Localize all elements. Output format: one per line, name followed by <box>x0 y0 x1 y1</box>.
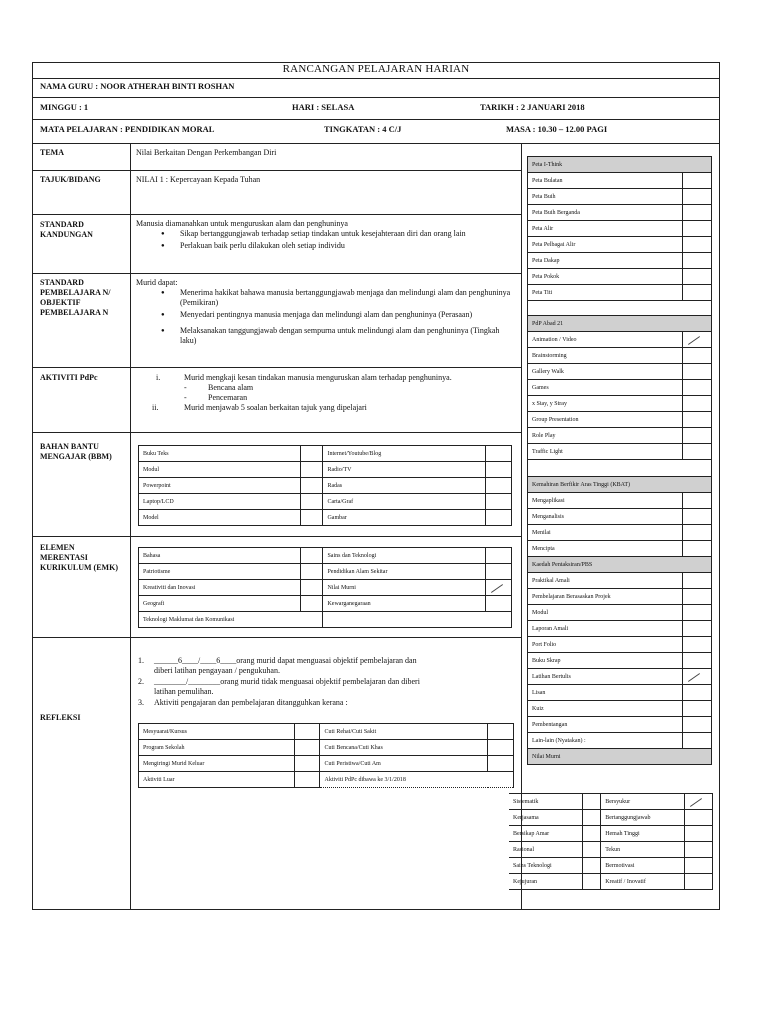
reflection-line: diberi latihan pengayaan / pengukuhan. <box>154 666 280 675</box>
week: MINGGU : 1 <box>40 102 89 112</box>
checkbox-cell[interactable] <box>683 189 712 205</box>
checklist-row <box>528 701 712 717</box>
checkbox-cell[interactable] <box>683 285 712 301</box>
value-option: Sains Teknologi <box>509 858 583 874</box>
checkbox-cell[interactable] <box>583 826 601 842</box>
checklist-row <box>528 509 712 525</box>
section-header: Peta I-Think <box>528 157 712 173</box>
reflection-line: ______6____/____6____orang murid dapat menguasai objektif pembelajaran dan <box>154 656 417 665</box>
checklist-row <box>528 717 712 733</box>
content-standard <box>136 219 511 251</box>
checklist-label: Peta Bulatan <box>528 173 683 189</box>
checklist-row <box>528 237 712 253</box>
checkbox-cell[interactable] <box>485 564 511 580</box>
checkbox-cell[interactable] <box>294 756 320 772</box>
checkbox-cell[interactable] <box>683 412 712 428</box>
checklist-label: Menganalisis <box>528 509 683 525</box>
label-teaching-aids: BAHAN BANTU MENGAJAR (BBM) <box>40 442 112 461</box>
activity-item: Murid mengkaji kesan tindakan manusia menguruskan alam terhadap penghuninya. <box>184 373 452 382</box>
blank-row <box>528 301 712 316</box>
aid-option: Radio/TV <box>323 462 485 478</box>
checkbox-cell[interactable] <box>294 772 320 788</box>
form-level: TINGKATAN : 4 C/J <box>324 124 402 134</box>
activity-sub-dash: - <box>184 393 187 402</box>
checklist-label: Praktikal Amali <box>528 573 683 589</box>
checkbox-cell[interactable] <box>683 541 712 557</box>
activity-item: Murid menjawab 5 soalan berkaitan tajuk yang dipelajari <box>184 403 367 412</box>
checkbox-cell[interactable] <box>485 510 511 526</box>
activity-list <box>136 373 511 413</box>
checkbox-cell[interactable] <box>683 348 712 364</box>
learning-objective-item: ● Menerima hakikat bahawa manusia bertanggungjawab menjaga dan melindungi alam dan penghuninya (Pemikiran) <box>158 288 511 308</box>
table-row <box>139 724 514 740</box>
checklist-row <box>528 173 712 189</box>
learning-objective-item: ● Menyedari pentingnya manusia menjaga dan melindungi alam dan penghuninya (Perasaan) <box>158 310 511 320</box>
emk-option: Nilai Murni <box>323 580 485 596</box>
checkbox-cell[interactable] <box>685 794 713 810</box>
checkbox-cell[interactable] <box>683 621 712 637</box>
moral-values-table <box>509 793 713 890</box>
checkbox-cell[interactable] <box>685 842 713 858</box>
checkbox-cell[interactable] <box>683 221 712 237</box>
checklist-label: Mengaplikasi <box>528 493 683 509</box>
cross-curricular-table <box>138 547 512 628</box>
checkbox-cell[interactable] <box>301 446 323 462</box>
checkbox-cell[interactable] <box>683 364 712 380</box>
value-option: Rasional <box>509 842 583 858</box>
checklist-label: Kuiz <box>528 701 683 717</box>
checklist-label: Mencipta <box>528 541 683 557</box>
checkbox-cell[interactable] <box>583 858 601 874</box>
value-option: Hemah Tinggi <box>601 826 685 842</box>
page-title: RANCANGAN PELAJARAN HARIAN <box>282 63 470 75</box>
checklist-row <box>528 285 712 301</box>
checklist-row <box>528 541 712 557</box>
checkbox-cell[interactable] <box>488 724 514 740</box>
emk-option: Pendidikan Alam Sekitar <box>323 564 485 580</box>
table-row <box>139 446 512 462</box>
checkbox-cell[interactable] <box>488 740 514 756</box>
checkbox-cell[interactable] <box>485 596 511 612</box>
section-header-row <box>528 477 712 493</box>
table-row <box>139 580 512 596</box>
checkbox-cell[interactable] <box>683 237 712 253</box>
label-reflection: REFLEKSI <box>40 713 81 722</box>
table-row <box>509 826 713 842</box>
topic-value: NILAI 1 : Kepercayaan Kepada Tuhan <box>136 175 261 184</box>
checkbox-cell[interactable] <box>301 462 323 478</box>
value-option: Bersyukur <box>601 794 685 810</box>
checklist-label: Pembentangan <box>528 717 683 733</box>
checklist-row <box>528 653 712 669</box>
checkbox-cell[interactable] <box>683 173 712 189</box>
value-option: Kreatif / Inovatif <box>601 874 685 890</box>
checklist-label: Lain-lain (Nyatakan) : <box>528 733 683 749</box>
table-row <box>509 858 713 874</box>
checkbox-cell[interactable] <box>323 612 512 628</box>
check-mark-icon <box>690 798 702 807</box>
aid-option: Powerpoint <box>139 478 301 494</box>
checklist-label: x Stay, y Stray <box>528 396 683 412</box>
checklist-row <box>528 428 712 444</box>
checkbox-cell[interactable] <box>301 494 323 510</box>
checklist-row <box>528 637 712 653</box>
table-row <box>139 772 514 788</box>
table-row <box>139 612 512 628</box>
table-row <box>509 842 713 858</box>
checkbox-cell[interactable] <box>683 428 712 444</box>
checklist-row <box>528 221 712 237</box>
reflection-number: 3. <box>138 698 144 707</box>
teaching-aids-table <box>138 445 512 526</box>
emk-option: Teknologi Maklumat dan Komunikasi <box>139 612 323 628</box>
subject: MATA PELAJARAN : PENDIDIKAN MORAL <box>40 124 215 134</box>
check-mark-icon <box>491 584 503 593</box>
checklist-label: Role Play <box>528 428 683 444</box>
label-activity: AKTIVITI PdPc <box>40 373 98 382</box>
checklist-label: Lisan <box>528 685 683 701</box>
emk-option: Kreativiti dan Inovasi <box>139 580 301 596</box>
content-standard-item: ● Perlakuan baik perlu dilakukan oleh setiap individu <box>158 241 511 251</box>
value-option: Bertanggungjawab <box>601 810 685 826</box>
checklist-row <box>528 205 712 221</box>
checklist-label: Animation / Video <box>528 332 683 348</box>
section-header: Kemahiran Berfikir Aras Tinggi (KBAT) <box>528 477 712 493</box>
postponement-table <box>138 723 514 788</box>
section-header: Nilai Murni <box>528 749 712 765</box>
checkbox-cell[interactable] <box>685 858 713 874</box>
checkbox-cell[interactable] <box>294 740 320 756</box>
carried-forward-date: Aktiviti PdPc dibawa ke 3/1/2018 <box>320 772 514 788</box>
checklist-label: Gallery Walk <box>528 364 683 380</box>
checklist-row <box>528 269 712 285</box>
table-row <box>139 740 514 756</box>
content-standard-item: ● Sikap bertanggungjawab terhadap setiap tindakan untuk kesejahteraan diri dan orang lain <box>158 229 511 239</box>
checklist-label: Peta Buih <box>528 189 683 205</box>
reflection-line: latihan pemulihan. <box>154 687 214 696</box>
theme-value: Nilai Berkaitan Dengan Perkembangan Diri <box>136 148 277 157</box>
learning-standard-intro: Murid dapat: <box>136 278 178 287</box>
checkbox-cell[interactable] <box>583 810 601 826</box>
checklist-row <box>528 621 712 637</box>
table-row <box>139 564 512 580</box>
checklist-row <box>528 380 712 396</box>
label-cross-curricular: ELEMEN MERENTASI KURIKULUM (EMK) <box>40 543 118 572</box>
checklist-row <box>528 669 712 685</box>
aid-option: Carta/Graf <box>323 494 485 510</box>
checkbox-cell[interactable] <box>683 269 712 285</box>
emk-option: Bahasa <box>139 548 301 564</box>
label-learning-standard: STANDARD PEMBELAJARA N/ OBJEKTIF PEMBELAJARA N <box>40 278 111 317</box>
checkbox-cell[interactable] <box>485 580 511 596</box>
label-content-standard: STANDARD KANDUNGAN <box>40 220 93 239</box>
aid-option: Laptop/LCD <box>139 494 301 510</box>
time-slot: MASA : 10.30 – 12.00 PAGI <box>506 124 608 134</box>
date: TARIKH : 2 JANUARI 2018 <box>480 102 585 112</box>
section-header: Kaedah Pentaksiran/PBS <box>528 557 712 573</box>
aid-option: Gambar <box>323 510 485 526</box>
checklist-row <box>528 444 712 460</box>
section-header-row <box>528 749 712 765</box>
checkbox-cell[interactable] <box>683 733 712 749</box>
checkbox-cell[interactable] <box>683 205 712 221</box>
checklist-row <box>528 493 712 509</box>
reflection-text <box>138 656 514 708</box>
reason-option: Cuti Rehat/Cuti Sakit <box>320 724 488 740</box>
checkbox-cell[interactable] <box>301 564 323 580</box>
content-standard-intro: Manusia diamanahkan untuk menguruskan alam dan penghuninya <box>136 219 348 228</box>
aid-option: Internet/Youtube/Blog <box>323 446 485 462</box>
checkbox-cell[interactable] <box>485 462 511 478</box>
checkbox-cell[interactable] <box>685 810 713 826</box>
checkbox-cell[interactable] <box>683 444 712 460</box>
checkbox-cell[interactable] <box>683 637 712 653</box>
checklist-row <box>528 364 712 380</box>
checkbox-cell[interactable] <box>683 380 712 396</box>
table-row <box>509 810 713 826</box>
reason-option: Mengiringi Murid Keluar <box>139 756 295 772</box>
blank-row <box>528 460 712 477</box>
emk-option: Patriotisme <box>139 564 301 580</box>
checkbox-cell[interactable] <box>683 605 712 621</box>
section-header-row <box>528 157 712 173</box>
checklist-row <box>528 605 712 621</box>
checklist-row <box>528 348 712 364</box>
checklist-label: Peta Pelbagai Alir <box>528 237 683 253</box>
aid-option: Buku Teks <box>139 446 301 462</box>
checklist-row <box>528 332 712 348</box>
table-row <box>509 874 713 890</box>
checklist-row <box>528 573 712 589</box>
activity-sub-item: Pencemaran <box>208 393 248 402</box>
checklist-label: Games <box>528 380 683 396</box>
checkbox-cell[interactable] <box>683 525 712 541</box>
label-topic: TAJUK/BIDANG <box>40 175 101 184</box>
table-row <box>139 756 514 772</box>
checklist-label: Modul <box>528 605 683 621</box>
teacher-name: NAMA GURU : NOOR ATHERAH BINTI ROSHAN <box>40 81 235 91</box>
checkbox-cell[interactable] <box>485 548 511 564</box>
checklist-row <box>528 589 712 605</box>
checklist-label: Laporan Amali <box>528 621 683 637</box>
checklist-label: Brainstorming <box>528 348 683 364</box>
table-row <box>139 494 512 510</box>
checklist-label: Menilai <box>528 525 683 541</box>
checkbox-cell[interactable] <box>683 653 712 669</box>
aid-option: Modul <box>139 462 301 478</box>
checkbox-cell[interactable] <box>485 478 511 494</box>
reason-option: Program Sekolah <box>139 740 295 756</box>
emk-option: Kewarganegaraan <box>323 596 485 612</box>
learning-standard <box>136 278 511 346</box>
checkbox-cell[interactable] <box>485 494 511 510</box>
table-row <box>139 596 512 612</box>
checklist-row <box>528 396 712 412</box>
section-header-row <box>528 557 712 573</box>
reflection-line: Aktiviti pengajaran dan pembelajaran ditangguhkan kerana : <box>154 698 348 707</box>
reason-option: Mesyuarat/Kursus <box>139 724 295 740</box>
table-row <box>139 548 512 564</box>
checklist-row <box>528 412 712 428</box>
checkbox-cell[interactable] <box>685 826 713 842</box>
reason-option: Cuti Bencana/Cuti Khas <box>320 740 488 756</box>
check-mark-icon <box>688 336 700 345</box>
checkbox-cell[interactable] <box>583 794 601 810</box>
checklist-row <box>528 733 712 749</box>
emk-option: Sains dan Teknologi <box>323 548 485 564</box>
checkbox-cell[interactable] <box>301 478 323 494</box>
activity-number: i. <box>156 373 161 382</box>
checklist-label: Peta Buih Berganda <box>528 205 683 221</box>
activity-sub-dash: - <box>184 383 187 392</box>
side-checklist <box>527 156 712 765</box>
checklist-label: Latihan Bertulis <box>528 669 683 685</box>
checkbox-cell[interactable] <box>683 493 712 509</box>
checkbox-cell[interactable] <box>488 756 514 772</box>
activity-sub-item: Bencana alam <box>208 383 254 392</box>
value-option: Tekun <box>601 842 685 858</box>
section-header-row <box>528 316 712 332</box>
checklist-row <box>528 189 712 205</box>
value-option: Sistematik <box>509 794 583 810</box>
checkbox-cell[interactable] <box>683 253 712 269</box>
checkbox-cell[interactable] <box>583 842 601 858</box>
checkbox-cell[interactable] <box>683 701 712 717</box>
checkbox-cell[interactable] <box>683 669 712 685</box>
checkbox-cell[interactable] <box>301 548 323 564</box>
value-option: Bermotivasi <box>601 858 685 874</box>
aid-option: Model <box>139 510 301 526</box>
check-mark-icon <box>688 673 700 682</box>
checkbox-cell[interactable] <box>301 510 323 526</box>
aid-option: Radas <box>323 478 485 494</box>
label-theme: TEMA <box>40 148 64 157</box>
activity-number: ii. <box>152 403 159 412</box>
table-row <box>509 794 713 810</box>
checklist-label: Peta Alir <box>528 221 683 237</box>
checkbox-cell[interactable] <box>683 685 712 701</box>
checkbox-cell[interactable] <box>683 509 712 525</box>
value-option: Bersikap Amar <box>509 826 583 842</box>
checkbox-cell[interactable] <box>301 580 323 596</box>
checkbox-cell[interactable] <box>683 717 712 733</box>
checklist-label: Peta Dakap <box>528 253 683 269</box>
blank-cell <box>528 301 712 316</box>
reflection-number: 1. <box>138 656 144 665</box>
checkbox-cell[interactable] <box>683 332 712 348</box>
value-option: Kerjasama <box>509 810 583 826</box>
reason-option: Cuti Peristiwa/Cuti Am <box>320 756 488 772</box>
checkbox-cell[interactable] <box>683 573 712 589</box>
table-row <box>139 510 512 526</box>
reflection-line: ________/________orang murid tidak menguasai objektif pembelajaran dan diberi <box>154 677 420 686</box>
checklist-label: Peta Titi <box>528 285 683 301</box>
checkbox-cell[interactable] <box>683 589 712 605</box>
checklist-label: Buku Skrap <box>528 653 683 669</box>
checklist-row <box>528 525 712 541</box>
section-header: PdP Abad 21 <box>528 316 712 332</box>
reason-option: Aktiviti Luar <box>139 772 295 788</box>
table-row <box>139 462 512 478</box>
checklist-label: Port Folio <box>528 637 683 653</box>
value-option: Kejujuran <box>509 874 583 890</box>
checklist-label: Traffic Light <box>528 444 683 460</box>
learning-objective-item: ● Melaksanakan tanggungjawab dengan sempurna untuk melindungi alam dan penghuninya (Tingkah laku) <box>158 326 511 346</box>
checkbox-cell[interactable] <box>583 874 601 890</box>
emk-option: Geografi <box>139 596 301 612</box>
checkbox-cell[interactable] <box>294 724 320 740</box>
day: HARI : SELASA <box>292 102 355 112</box>
checklist-label: Peta Pokok <box>528 269 683 285</box>
reflection-number: 2. <box>138 677 144 686</box>
checkbox-cell[interactable] <box>685 874 713 890</box>
checkbox-cell[interactable] <box>485 446 511 462</box>
checklist-label: Pembelajaran Berasaskan Projek <box>528 589 683 605</box>
checklist-label: Group Presentation <box>528 412 683 428</box>
checklist-row <box>528 253 712 269</box>
checklist-row <box>528 685 712 701</box>
checkbox-cell[interactable] <box>683 396 712 412</box>
table-row <box>139 478 512 494</box>
blank-cell <box>528 460 712 477</box>
checkbox-cell[interactable] <box>301 596 323 612</box>
